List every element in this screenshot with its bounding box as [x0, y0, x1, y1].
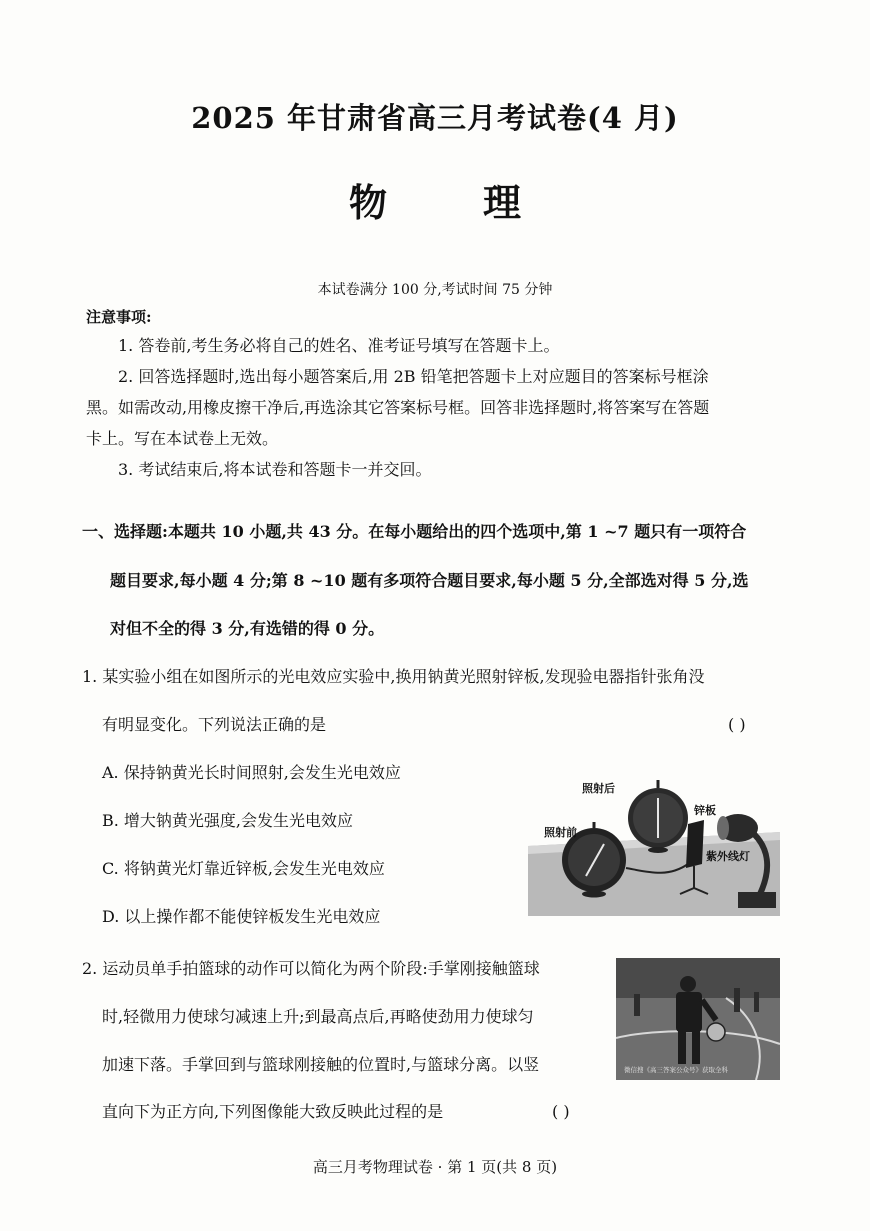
notes-item-1: 1. 答卷前,考生务必将自己的姓名、准考证号填写在答题卡上。	[118, 336, 560, 355]
notes-item-3: 3. 考试结束后,将本试卷和答题卡一并交回。	[118, 460, 432, 479]
notes-item-2-line-1: 2. 回答选择题时,选出每小题答案后,用 2B 铅笔把答题卡上对应题目的答案标号框涂	[118, 367, 709, 386]
figure-label-after: 照射后	[582, 782, 615, 795]
answer-bracket-1: ( )	[728, 715, 746, 734]
photoelectric-figure-drawing	[528, 768, 780, 916]
basketball-icon	[707, 1023, 725, 1041]
figure-label-before: 照射前	[544, 826, 577, 839]
notes-item-2-line-2: 黑。如需改动,用橡皮擦干净后,再选涂其它答案标号框。回答非选择题时,将答案写在答题	[86, 398, 710, 417]
photo-caption: 微信搜《高三答案公众号》获取全科	[624, 1066, 728, 1074]
notes-heading: 注意事项:	[86, 308, 152, 326]
subject-char-1: 物	[348, 180, 387, 225]
subject-title	[0, 172, 870, 227]
photoelectric-experiment-figure	[528, 768, 780, 916]
question-1-option-b: B. 增大钠黄光强度,会发生光电效应	[102, 811, 354, 830]
figure-label-zinc: 锌板	[694, 804, 716, 817]
exam-info: 本试卷满分 100 分,考试时间 75 分钟	[317, 282, 553, 298]
question-2-line-4: 直向下为正方向,下列图像能大致反映此过程的是	[102, 1102, 444, 1121]
section-1-line-2: 题目要求,每小题 4 分;第 8 ~10 题有多项符合题目要求,每小题 5 分,全部选对得 5 分,选	[110, 571, 749, 590]
question-1-option-a: A. 保持钠黄光长时间照射,会发生光电效应	[102, 763, 401, 782]
question-1-option-d: D. 以上操作都不能使锌板发生光电效应	[102, 907, 381, 926]
question-2-line-1: 2. 运动员单手拍篮球的动作可以简化为两个阶段:手掌刚接触篮球	[82, 959, 540, 978]
answer-bracket-2: ( )	[552, 1102, 570, 1121]
figure-label-uv-lamp: 紫外线灯	[706, 850, 750, 863]
basketball-photo-drawing	[616, 958, 780, 1080]
question-2-line-3: 加速下落。手掌回到与篮球刚接触的位置时,与篮球分离。以竖	[102, 1055, 540, 1074]
section-1-line-1: 一、选择题:本题共 10 小题,共 43 分。在每小题给出的四个选项中,第 1 ~7 题只有一项符合	[82, 522, 747, 541]
basketball-photo	[616, 958, 780, 1080]
question-1-line-2: 有明显变化。下列说法正确的是	[102, 715, 327, 734]
zinc-plate-icon	[686, 820, 704, 868]
question-2-line-2: 时,轻微用力使球匀减速上升;到最高点后,再略使劲用力使球匀	[102, 1007, 534, 1026]
exam-title: 2025 年甘肃省高三月考试卷(4 月)	[191, 101, 679, 135]
section-1-line-3: 对但不全的得 3 分,有选错的得 0 分。	[110, 619, 385, 638]
question-1-option-c: C. 将钠黄光灯靠近锌板,会发生光电效应	[102, 859, 385, 878]
player-head-icon	[680, 976, 696, 992]
notes-item-2-line-3: 卡上。写在本试卷上无效。	[86, 429, 279, 448]
page-footer: 高三月考物理试卷 · 第 1 页(共 8 页)	[312, 1158, 558, 1176]
question-1-line-1: 1. 某实验小组在如图所示的光电效应实验中,换用钠黄光照射锌板,发现验电器指针张角没	[82, 667, 705, 686]
subject-char-2: 理	[483, 180, 522, 225]
